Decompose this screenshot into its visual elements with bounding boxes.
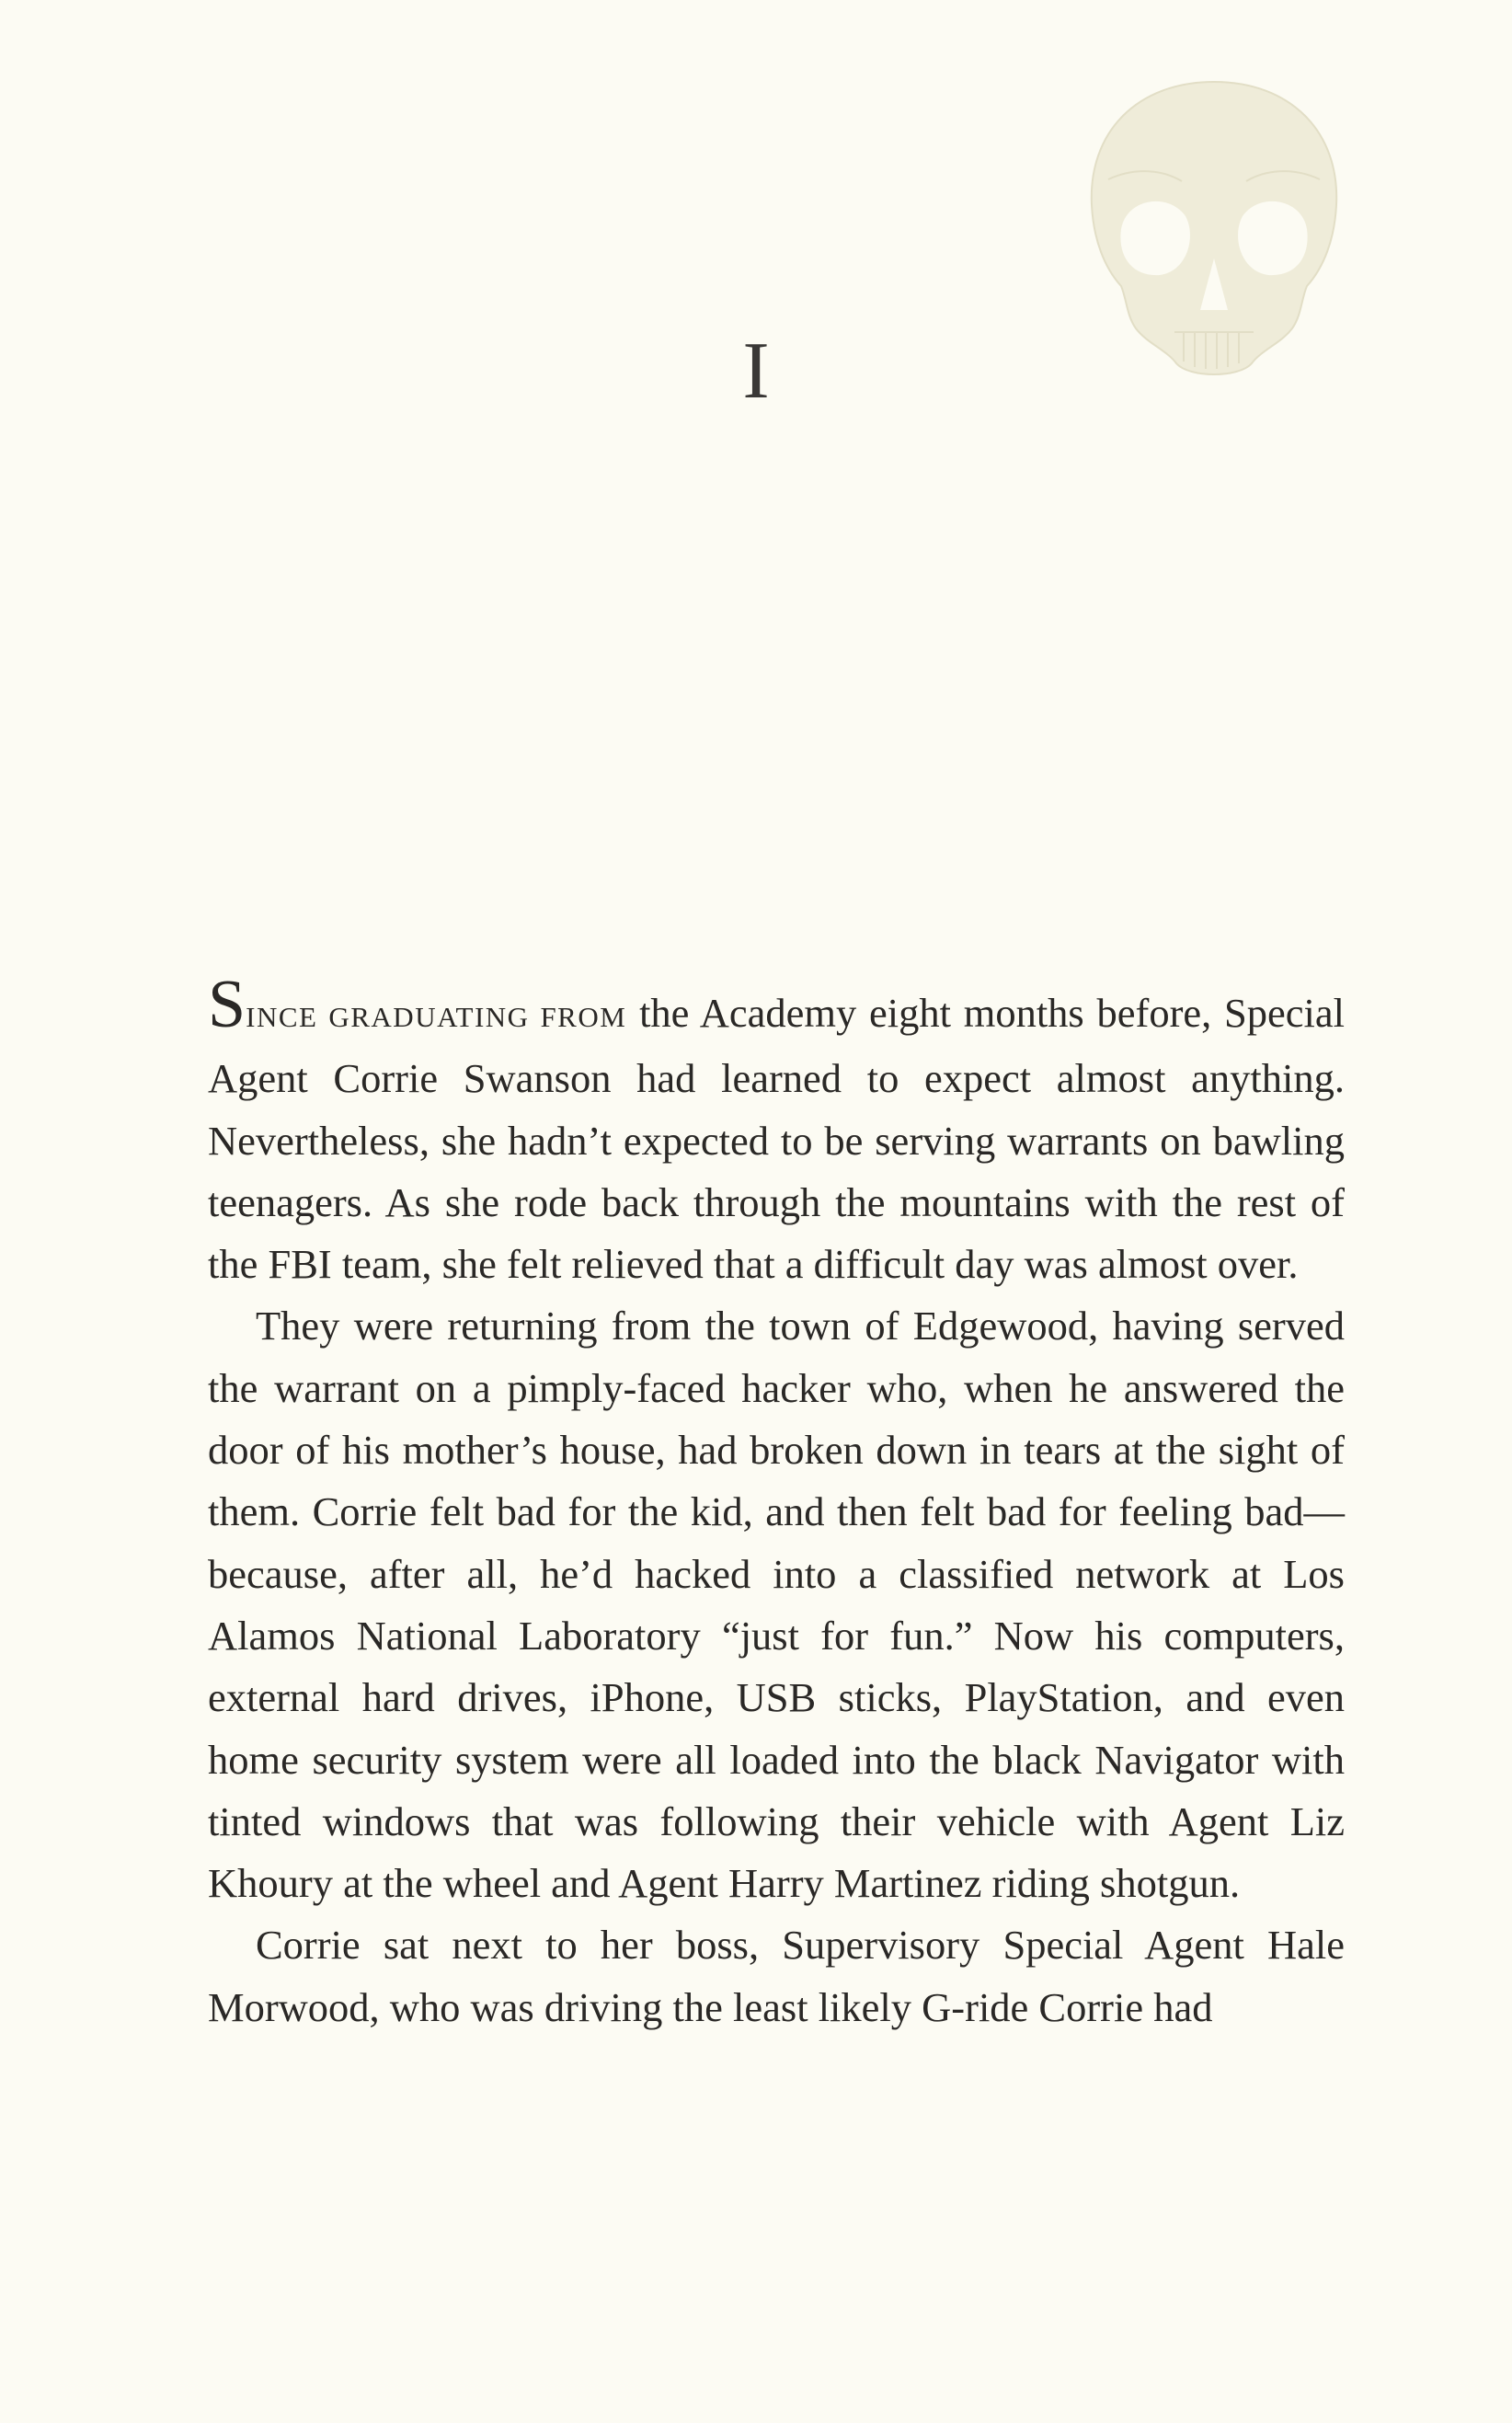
paragraph: Corrie sat next to her boss, Supervisory Special Agent Hale Morwood, who was driving the least likely G-ride Corrie had [208, 1922, 1345, 2030]
chapter-number: I [742, 327, 770, 416]
opening-text: the Academy eight months before, Special Agent Corrie Swanson had learned to expect almost anything. Nevertheless, she hadn’t expected to be serving warrants on bawling teenagers. As she rode back through the mountains with the rest of the FBI team, she felt relieved that a difficult day was almost over. [208, 990, 1345, 1288]
drop-cap: S [208, 967, 246, 1042]
paragraph: They were returning from the town of Edgewood, having served the warrant on a pimply-faced hacker who, when he answered the door of his mother’s house, had broken down in tears at the sight of them. Corrie felt bad for the kid, and then felt bad for feeling bad—because, after all, he’d hacked into a classified network at Los Alamos National Laboratory “just for fun.” Now his computers, external hard drives, iPhone, USB sticks, PlayStation, and even home security system were all loaded into the black Navigator with tinted windows that was following their vehicle with Agent Liz Khoury at the wheel and Agent Harry Martinez riding shotgun. [208, 1303, 1345, 1907]
small-caps-lead: INCE GRADUATING FROM [246, 1001, 627, 1033]
opening-paragraph [208, 967, 1345, 1295]
body-text [208, 967, 1345, 2038]
